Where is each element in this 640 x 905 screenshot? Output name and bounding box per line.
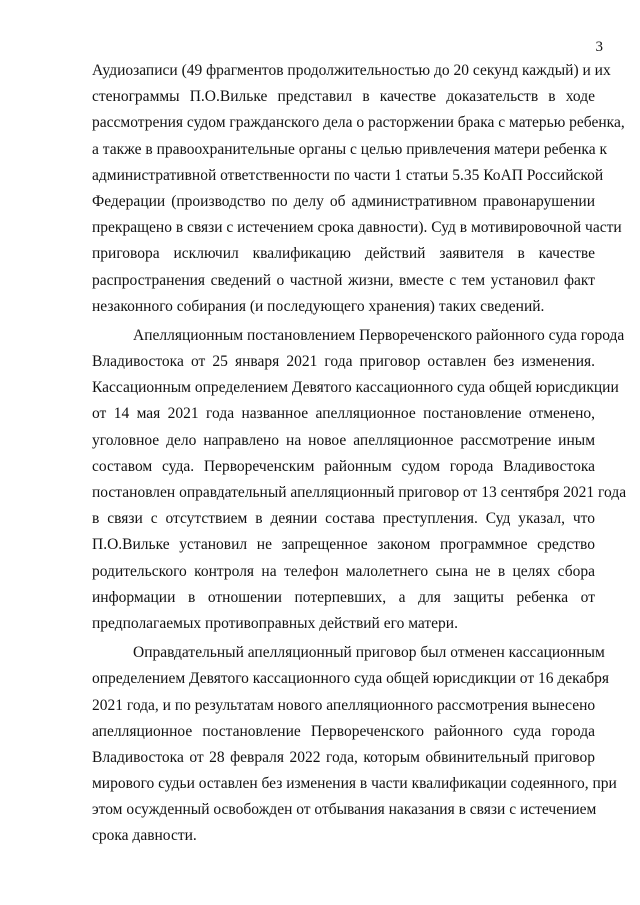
- text-line: определением Девятого кассационного суда общей юрисдикции от 16 декабря: [92, 670, 610, 688]
- text-line: приговора исключил квалификацию действий заявителя в качестве: [92, 245, 595, 263]
- text-line: Кассационным определением Девятого кассационного суда общей юрисдикции: [92, 379, 619, 397]
- text-line: распространения сведений о частной жизни, вместе с тем установил факт: [92, 271, 595, 289]
- text-line: Апелляционным постановлением Первореченского районного суда города: [133, 326, 625, 344]
- text-line: а также в правоохранительные органы с целью привлечения матери ребенка к: [92, 140, 608, 158]
- text-line: Аудиозаписи (49 фрагментов продолжительностью до 20 секунд каждый) и их: [92, 62, 611, 79]
- text-line: информации в отношении потерпевших, а для защиты ребенка от: [92, 588, 595, 606]
- text-line: родительского контроля на телефон малолетнего сына не в целях сбора: [92, 562, 595, 580]
- paragraph-3: [92, 640, 617, 850]
- text-line: прекращено в связи с истечением срока давности). Суд в мотивировочной части: [92, 219, 622, 237]
- text-line: 2021 года, и по результатам нового апелляционного рассмотрения вынесено: [92, 696, 596, 714]
- text-line: срока давности.: [92, 827, 197, 845]
- text-line: предполагаемых противоправных действий его матери.: [92, 614, 458, 632]
- text-line: мирового судьи оставлен без изменения в части квалификации содеянного, при: [92, 775, 617, 793]
- text-line: Владивостока от 28 февраля 2022 года, которым обвинительный приговор: [92, 748, 595, 766]
- text-line: Оправдательный апелляционный приговор был отменен кассационным: [133, 644, 605, 662]
- text-line: уголовное дело направлено на новое апелляционное рассмотрение иным: [92, 431, 595, 449]
- paragraph-1: [92, 58, 625, 320]
- text-line: Федерации (производство по делу об административном правонарушении: [92, 192, 595, 210]
- text-line: от 14 мая 2021 года названное апелляционное постановление отменено,: [92, 405, 595, 423]
- text-line: П.О.Вильке установил не запрещенное законом программное средство: [92, 536, 595, 554]
- document-body: [92, 58, 627, 850]
- text-line: этом осужденный освобожден от отбывания наказания в связи с истечением: [92, 801, 597, 819]
- text-line: Владивостока от 25 января 2021 года приговор оставлен без изменения.: [92, 353, 595, 371]
- text-line: составом суда. Первореченским районным судом города Владивостока: [92, 457, 595, 475]
- text-line: апелляционное постановление Первореченского районного суда города: [92, 722, 595, 740]
- text-line: незаконного собирания (и последующего хранения) таких сведений.: [92, 297, 545, 315]
- paragraph-2: [92, 323, 627, 637]
- text-line: рассмотрения судом гражданского дела о расторжении брака с матерью ребенка,: [92, 114, 625, 132]
- text-line: административной ответственности по части 1 статьи 5.35 КоАП Российской: [92, 166, 604, 184]
- page-number: 3: [595, 39, 603, 55]
- text-line: стенограммы П.О.Вильке представил в качестве доказательств в ходе: [92, 88, 595, 106]
- text-line: постановлен оправдательный апелляционный приговор от 13 сентября 2021 года: [92, 484, 627, 501]
- text-line: в связи с отсутствием в деянии состава преступления. Суд указал, что: [92, 510, 595, 528]
